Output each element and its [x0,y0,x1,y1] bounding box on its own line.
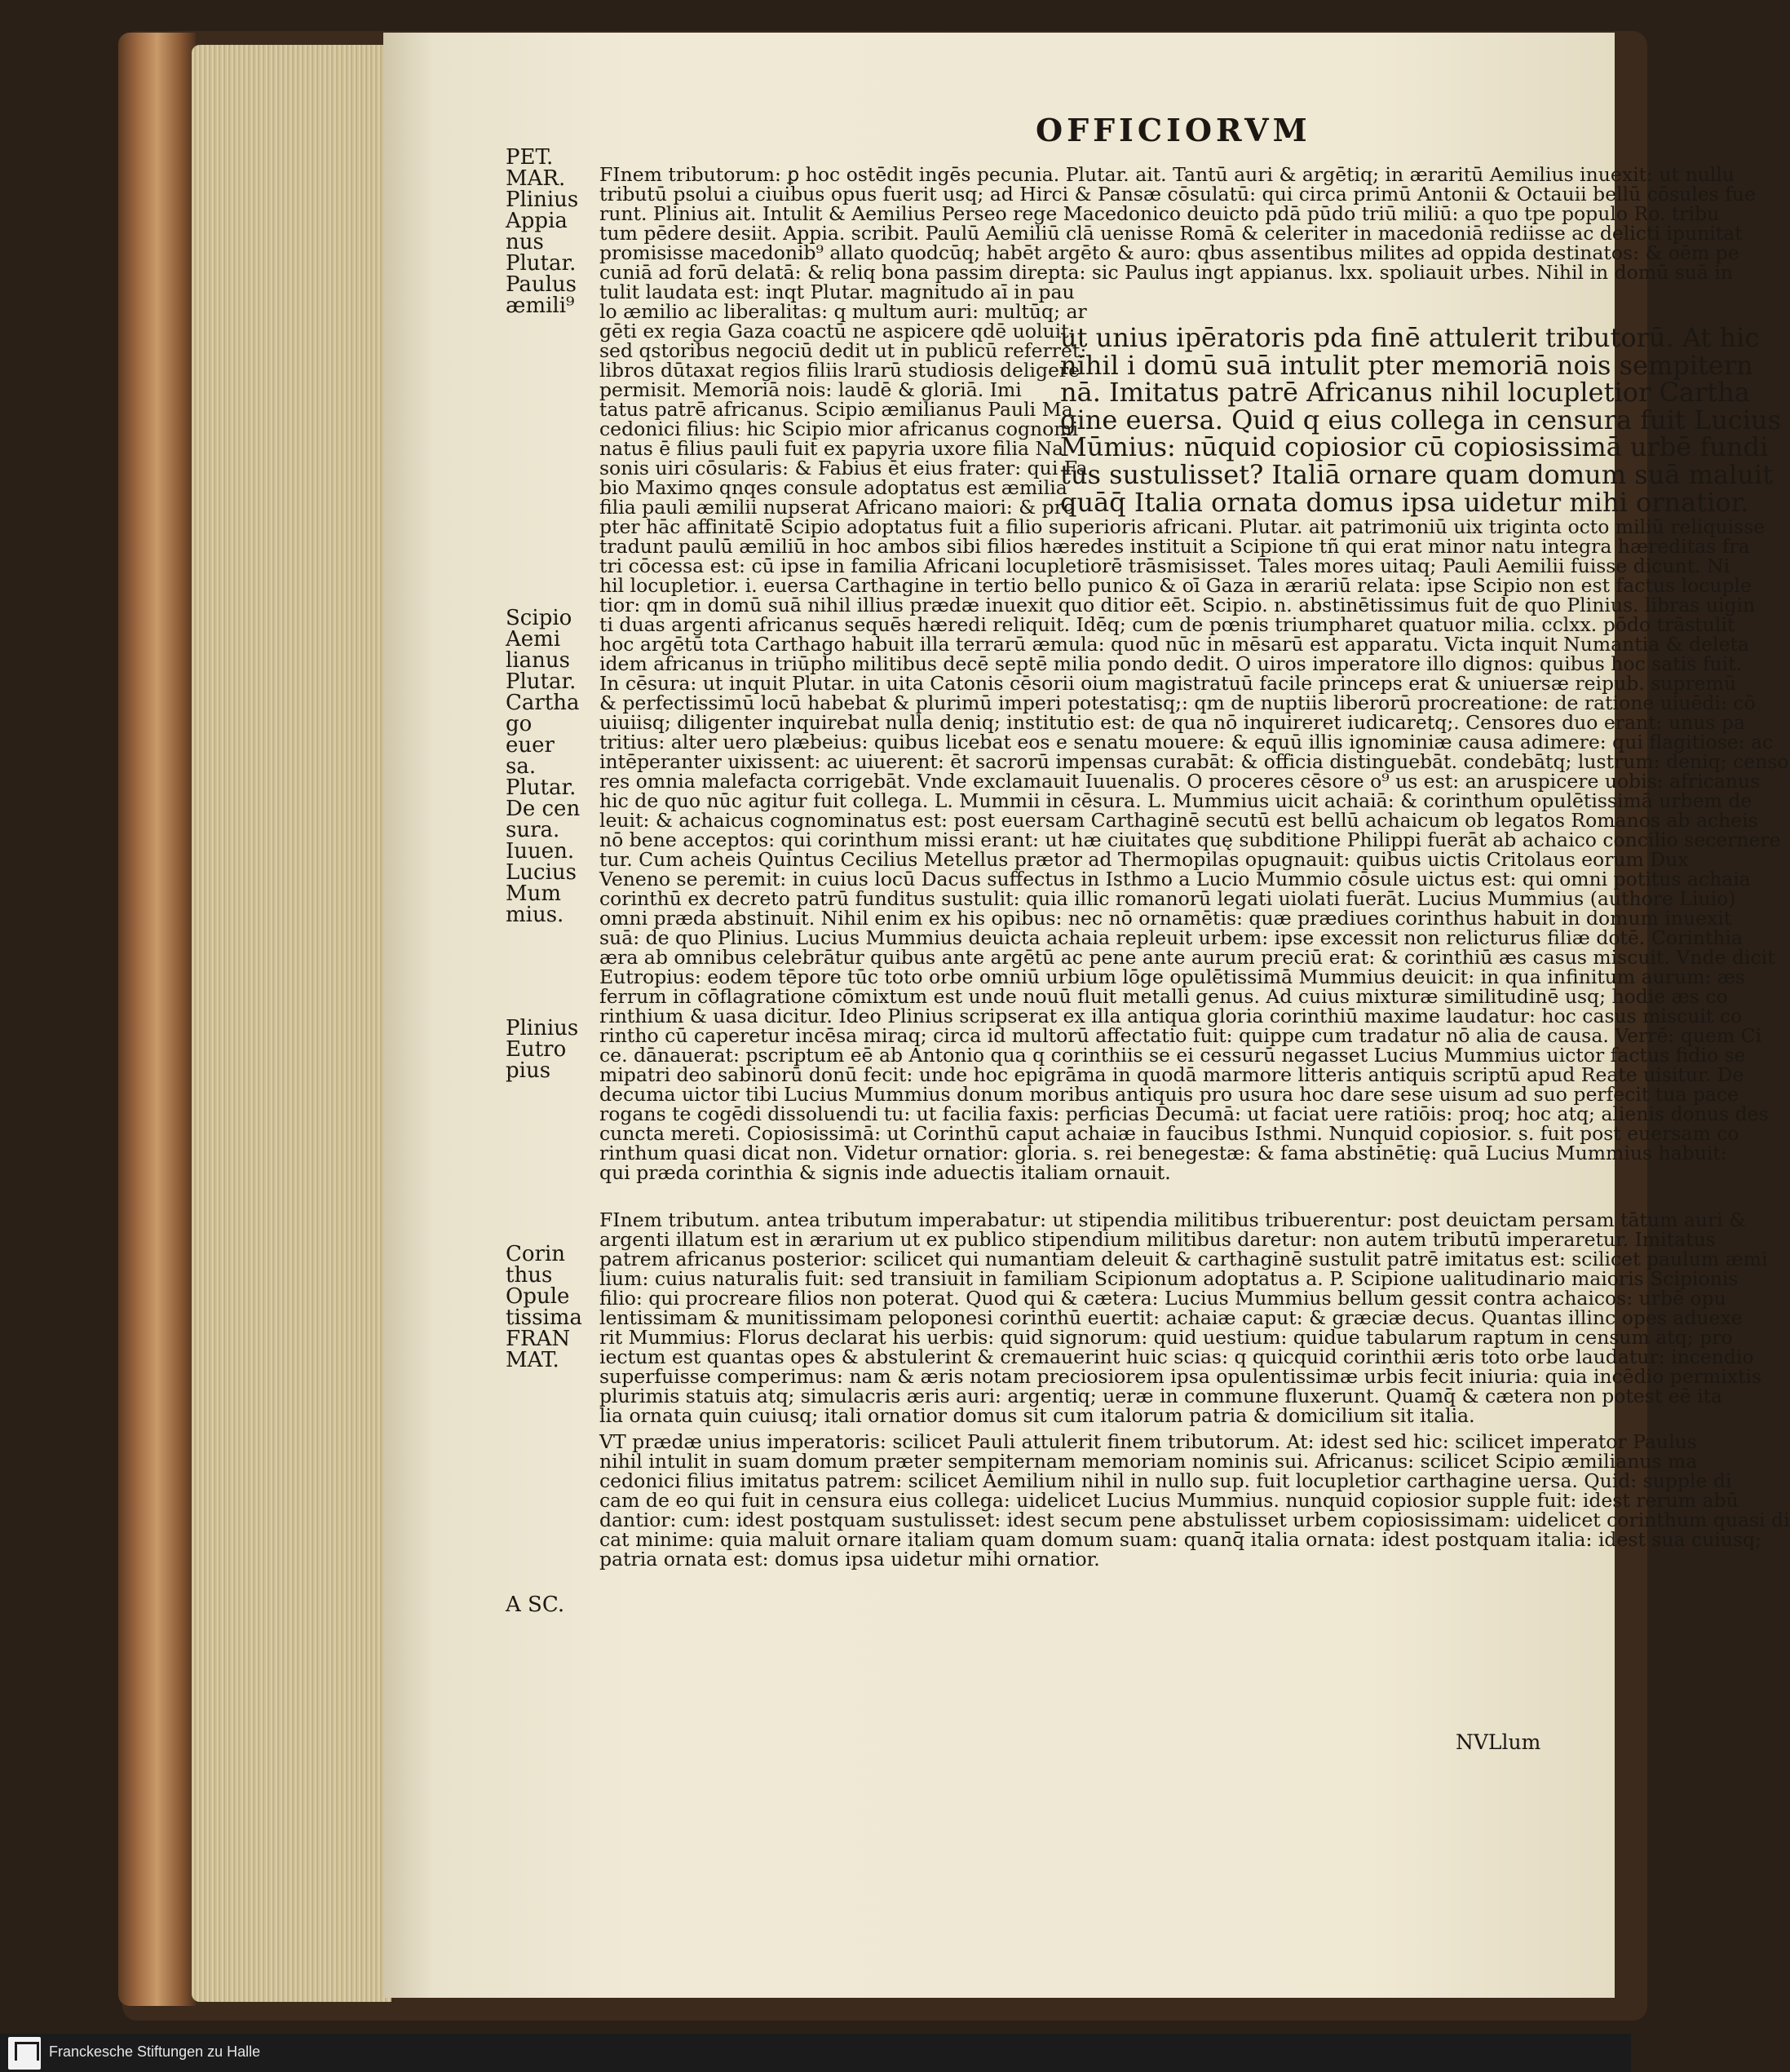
book-spine [118,33,196,2006]
margin-note: Corin thus Opule tissima FRAN MAT. [506,1242,582,1372]
text-line: tulit laudata est: inqt Plutar. magnitudo aī in pau [599,281,1075,303]
text-line: FInem tributorum: ꝑ hoc ostēdit ingēs pecunia. Plutar. ait. Tantū auri & argētiq; in æraritū Aemilius inuexit: ut nullu [599,163,1735,186]
text-line: tradunt paulū æmiliū in hoc ambos sibi filios hæredes instituit a Scipione tñ qui erat minor natu integra hæreditas fra [599,535,1750,558]
main-text-line: nā. Imitatus patrē Africanus nihil locupletior Cartha [1060,377,1750,409]
text-line: decuma uictor tibi Lucius Mummius donum moribus antiquis pro usura hoc dare sese uisum ad suo perfecit tua pace [599,1083,1739,1106]
page-stack-edges [192,45,391,2002]
text-line: permisit. Memoriā nois: laudē & gloriā. Imi [599,378,1022,401]
text-line: cuncta mereti. Copiosissimā: ut Corinthū caput achaiæ in faucibus Isthmi. Nunquid copiosior. s. fuit post euersam co [599,1122,1739,1145]
text-line: gēti ex regia Gaza coactū ne aspicere qdē uoluit: [599,320,1076,342]
text-line: filia pauli æmilii nupserat Africano maiori: & pro [599,496,1076,519]
margin-note: PET. MAR. Plinius Appia nus Plutar. Paulus æmili⁹ [506,145,579,318]
main-text-line: tus sustulisset? Italiā ornare quam domum suā maluit [1060,458,1773,490]
text-line: dantior: cum: idest postquam sustulisset: idest secum pene abstulisset urbem copiosissimam: uidelicet corinthum quasi di [599,1509,1790,1531]
text-line: FInem tributum. antea tributum imperabatur: ut stipendia militibus tribuerentur: post deuictam persam tātum auri & [599,1208,1747,1231]
text-line: uiuiisq; diligenter inquirebat nulla deniq; institutio est: de qua nō inquireret iudicaretq;. Censores duo erant: unus pa [599,711,1745,734]
text-line: tur. Cum acheis Quintus Cecilius Metellus prætor ad Thermopilas opugnauit: quibus uictis Critolaus eorum Dux [599,848,1689,871]
text-line: lo æmilio ac liberalitas: q multum auri: multūq; ar [599,300,1087,323]
text-line: lentissimam & munitissimam peloponesi corinthū euertit: achaiæ caput: & græciæ decus. Quantas illinc opes aduexe [599,1306,1743,1329]
text-line: intēperanter uixissent: ac uiuerent: ēt sacrorū impensas curabāt: & officia distinguebāt. condebātq; lustrum: deniq; censo [599,750,1789,773]
text-line: promisisse macedonib⁹ allato quodcūq; habēt argēto & auro: qbus assentibus milites ad oppida destinatos: & oēm pe [599,241,1739,264]
text-line: VT prædæ unius imperatoris: scilicet Pauli attulerit finem tributorum. At: idest sed hic: scilicet imperator Paulus [599,1430,1697,1453]
text-line: nō bene acceptos: qui corinthum missi erant: ut hæ ciuitates quę subditione Philippi fuerāt ab achaico concilio secernere [599,828,1781,851]
text-line: mipatri deo sabinorū donū fecit: unde hoc epigrāma in quodā marmore litteris antiquis scriptū apud Reate uisitur. De [599,1063,1744,1086]
text-line: argenti illatum est in ærarium ut ex publico stipendium militibus daretur: non autem tributū imperaretur. Imitatus [599,1228,1716,1251]
text-line: pter hāc affinitatē Scipio adoptatus fuit a filio superioris africani. Plutar. ait patrimoniū uix triginta octo miliū reliquisse [599,515,1766,538]
margin-note: Scipio Aemi lianus Plutar. Cartha go euer sa. Plutar. De cen sura. Iuuen. Lucius Mum mius. [506,606,581,927]
main-text-line: Mūmius: nūquid copiosior cū copiosissimā urbē fundi [1060,431,1769,463]
main-text-line: nihil i domū suā intulit pter memoriā nois sempitern [1060,349,1753,381]
text-line: rinthium & uasa dicitur. Ideo Plinius scripserat ex illa antiqua gloria corinthiū maxime laudatur: hoc casus miscuit co [599,1005,1743,1027]
text-line: tatus patrē africanus. Scipio æmilianus Pauli Ma [599,398,1073,421]
text-line: & perfectissimū locū habebat & plurimū imperi potestatisq;: qm de nuptiis liberorū procreatione: de ratione uiuēdi: cō [599,691,1756,714]
text-line: iectum est quantas opes & abstulerint & cremauerint huic scias: q quicquid corinthii æris toto orbe laudatur: incendio [599,1345,1754,1368]
text-line: qui præda corinthia & signis inde aduectis italiam ornauit. [599,1161,1171,1184]
text-line: sonis uiri cōsularis: & Fabius ēt eius frater: qui Fa [599,457,1088,479]
text-line: Veneno se peremit: in cuius locū Dacus suffectus in Isthmo a Lucio Mummio cōsule uictus est: qui omni potitus achaia [599,868,1751,890]
text-line: hil locupletior. i. euersa Carthagine in tertio bello punico & oī Gaza in ærariū relata: ipse Scipio non est factus locuple [599,574,1752,597]
text-line: tributū psolui a ciuibus opus fuerit usq; ad Hirci & Pansæ cōsulatū: qui circa primū Antonii & Octauii bellū cōsules fue [599,183,1756,205]
cicero-main-text [1060,322,1781,518]
text-line: corinthū ex decreto patrū funditus sustulit: quia illic romanorū legati uiolati fuerāt. Lucius Mummius (authore Liuio) [599,887,1736,910]
text-line: tritius: alter uero plæbeius: quibus licebat eos e senatu mouere: & equū illis ignominiæ causa adimere: qui flagitiose: ac [599,731,1774,753]
text-line: cat minime: quia maluit ornare italiam quam domum suam: quanq̄ italia ornata: idest postquam italia: idest sua cuiusq; [599,1528,1761,1551]
text-line: ce. dānauerat: pscriptum eē ab Antonio qua q corinthiis se ei cessurū negasset Lucius Mummius uictor factus fidio se [599,1044,1746,1067]
text-line: omni præda abstinuit. Nihil enim ex his opibus: nec nō ornamētis: quæ prædiues corinthus habuit in domum inuexit [599,907,1732,930]
text-line: Eutropius: eodem tēpore tūc toto orbe omniū urbium lōge opulētissimā Mummius deuicit: in qua infinitum aurum: æs [599,965,1746,988]
text-line: ti duas argenti africanus sequēs hæredi reliquit. Idēq; cum de pœnis triumpharet quatuor milia. cclxx. pōdo trāstulit [599,613,1735,636]
commentary-block-4 [599,1208,1768,1427]
text-line: libros dūtaxat regios filiis lrarū studiosis deligere [599,359,1081,382]
margin-note: A SC. [506,1593,565,1617]
text-line: idem africanus in triūpho militibus decē septē milia pondo dedit. O uiros imperatore illo dignos: quibus hoc satis fuit. [599,652,1743,675]
text-line: rintho cū caperetur incēsa miraq; circa id multorū affectatio fuit: quippe cum tradatur nō alia de causa. Verrē: quem Ci [599,1024,1762,1047]
text-line: cedonici filius imitatus patrem: scilicet Aemilium nihil in nullo sup. fuit locupletior carthagine uersa. Quid: supple di [599,1469,1732,1492]
text-line: rit Mummius: Florus declarat his uerbis: quid signorum: quid uestium: quidue tabularum raptum in censum atq; pro [599,1326,1733,1349]
text-line: sed qstoribus negociū dedit ut in publicū referret: [599,339,1087,362]
text-line: cedonici filius: hic Scipio mior africanus cognomi [599,417,1079,440]
commentary-block-2 [599,281,1088,519]
institution-logo-icon [8,2037,41,2070]
text-line: cuniā ad forū delatā: & reliq bona passim direpta: sic Paulus ingt appianus. lxx. spoliauit urbes. Nihil in domū suā in [599,261,1734,284]
text-line: suā: de quo Plinius. Lucius Mummius deuicta achaia repleuit urbem: ipse excessit non relicturus filiæ dotē. Corinthia [599,926,1743,949]
text-line: plurimis statuis atq; simulacris æris auri: argentiq; ueræ in commune fluxerunt. Quamq̄ & cætera non potest eē ita [599,1385,1723,1407]
text-line: patrem africanus posterior: scilicet qui numantiam deleuit & carthaginē sustulit patrē imitatus est: scilicet paulum æmi [599,1248,1768,1270]
text-line: patria ornata est: domus ipsa uidetur mihi ornatior. [599,1548,1100,1571]
footer-bar [0,2034,1631,2072]
text-line: lia ornata quin cuiusq; itali ornatior domus sit cum italorum patria & domicilium sit italia. [599,1404,1475,1427]
text-line: lium: cuius naturalis fuit: sed transiuit in familiam Scipionum adoptatus a. P. Scipione ualitudinario maioris Scipionis [599,1267,1739,1290]
main-text-line: quāq̄ Italia ornata domus ipsa uidetur mihi ornatior. [1060,486,1749,518]
commentary-block-5 [599,1430,1790,1571]
text-line: tior: qm in domū suā nihil illius prædæ inuexit quo ditior eēt. Scipio. n. abstinētissimus fuit de quo Plinius. libras uigin [599,594,1756,616]
text-line: nihil intulit in suam domum præter sempiternam memoriam nominis sui. Africanus: scilicet Scipio æmilianus ma [599,1450,1698,1473]
commentary-block-1 [599,163,1756,284]
text-line: hic de quo nūc agitur fuit collega. L. Mummii in cēsura. L. Mummius uicit achaiā: & corinthum opulētissimā urbem de [599,789,1752,812]
text-line: natus ē filius pauli fuit ex papyria uxore filia Na [599,437,1064,460]
text-line: superfuisse comperimus: nam & æris notam preciosiorem ipsa opulentissimæ urbis fecit iniuria: quia incēdio permixtis [599,1365,1762,1388]
text-line: tum pēdere desiit. Appia. scribit. Paulū Aemiliū clā uenisse Romā & celeriter in macedoniā rediisse ac delicti ipunitat [599,222,1743,245]
text-line: cam de eo qui fuit in censura eius collega: uidelicet Lucius Mummius. nunquid copiosior supple fuit: idest rerum abū [599,1489,1739,1512]
text-line: res omnia malefacta corrigebāt. Vnde exclamauit Iuuenalis. O proceres cēsore o⁹ us est: an aruspicere uobis: africanus [599,770,1761,793]
text-line: runt. Plinius ait. Intulit & Aemilius Perseo rege Macedonico deuicto pdā pūdo triū miliū: a quo tpe populo Ro. tribu [599,202,1720,225]
text-line: bio Maximo qnqes consule adoptatus est æmilia [599,476,1067,499]
footer-institution: Franckesche Stiftungen zu Halle [49,2043,261,2060]
text-line: ferrum in cōflagratione cōmixtum est unde nouū fluit metalli genus. Ad cuius mixturæ similitudinē usq; hodie æs co [599,985,1728,1008]
text-line: rinthum quasi dicat non. Videtur ornatior: gloria. s. rei benegestæ: & fama abstinētię: quā Lucius Mummius habuit: [599,1142,1727,1164]
text-line: In cēsura: ut inquit Plutar. in uita Catonis cēsorii oium magistratuū facile princeps erat & uniuersæ reipub. supremū [599,672,1737,695]
margin-note: Plinius Eutro pius [506,1016,579,1083]
main-text-line: ut unius ipēratoris pda finē attulerit tributorū. At hic [1060,322,1760,353]
text-line: rogans te cogēdi dissoluendi tu: ut facilia faxis: perficias Decumā: ut faciat uere ratiōis: proq; hoc atq; alienis donus des [599,1102,1769,1125]
text-line: æra ab omnibus celebrātur quibus ante argētū ac pene ante aurum preciū erat: & corinthiū æs casus miscuit. Vnde dicit [599,946,1775,969]
text-line: tri cōcessa est: cū ipse in familia Africani locupletiorē trāsmisisset. Tales mores uitaq; Pauli Aemilii fuisse dicunt. Ni [599,554,1730,577]
catchword: NVLlum [1456,1730,1541,1754]
text-line: filio: qui procreare filios non poterat. Quod qui & cætera: Lucius Mummius bellum gessit contra achaicos: urbē opu [599,1287,1726,1310]
text-line: leuit: & achaicus cognominatus est: post euersam Carthaginē secutū est bellū achaicum ob legatos Romanos ab acheis [599,809,1758,832]
commentary-block-3 [599,515,1789,1184]
text-line: hoc argētū tota Carthago habuit illa terrarū æmula: quod nūc in mēsarū est apparatu. Victa inquit Numantia & deleta [599,633,1749,656]
running-header: OFFICIORVM [1036,112,1311,148]
main-text-line: gine euersa. Quid q eius collega in censura fuit Lucius [1060,404,1781,435]
